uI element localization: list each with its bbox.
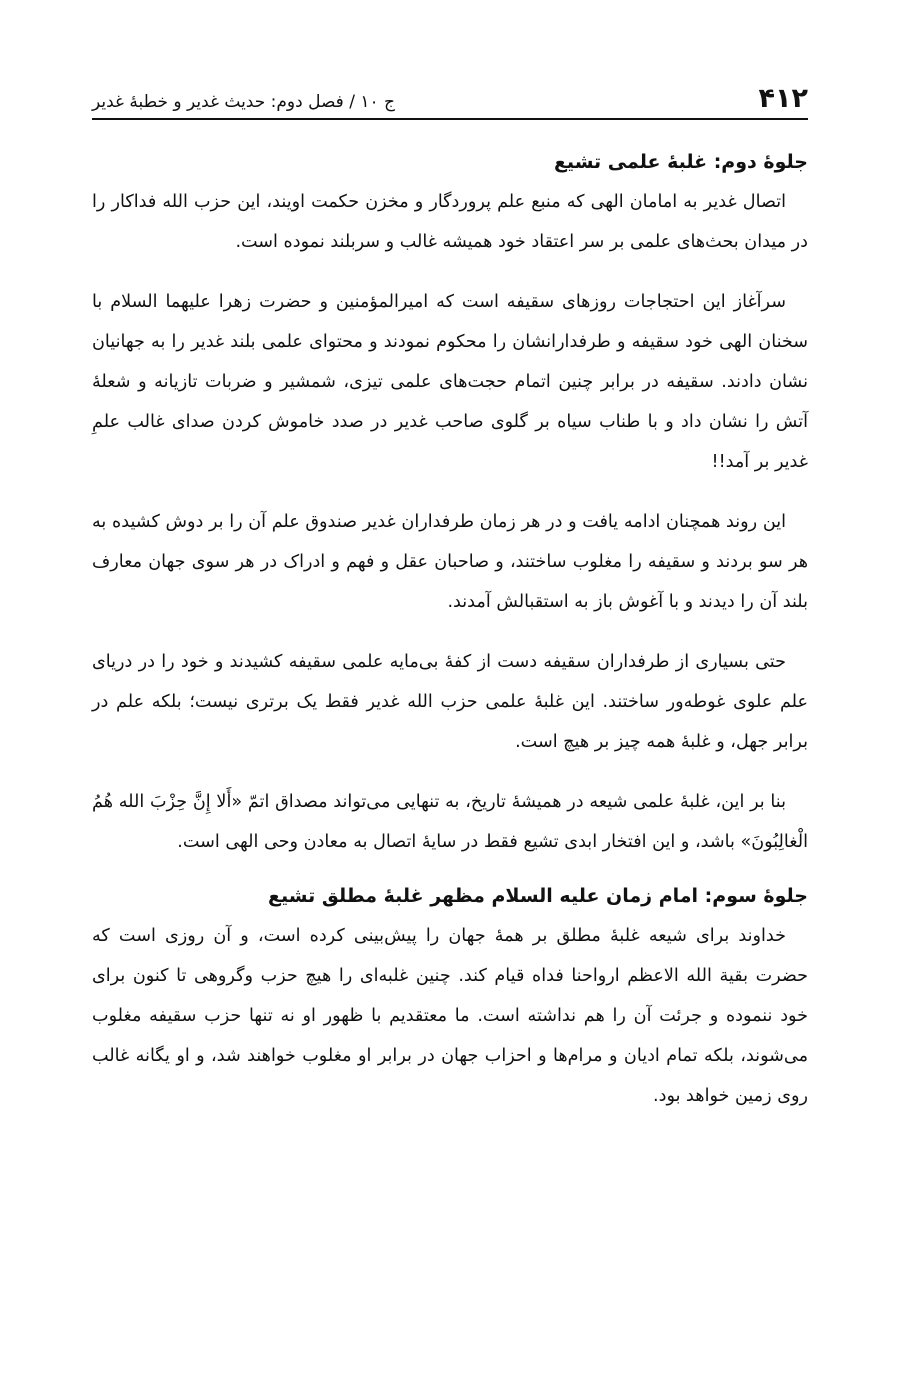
page-number: ۴۱۲ [758, 83, 808, 114]
book-page [92, 66, 808, 1116]
paragraph: حتی بسیاری از طرفداران سقیفه دست از کفهٔ بی‌مایه علمی سقیفه کشیدند و خود را در دریای علم علوی غوطه‌ور ساختند. این غلبهٔ علمی حزب الله غدیر فقط یک برتری نیست؛ بلکه علم در برابر جهل، و غلبهٔ همه چیز بر هیچ است. [92, 652, 808, 752]
paragraph: بنا بر این، غلبهٔ علمی شیعه در همیشهٔ تاریخ، به تنهایی می‌تواند مصداق اتمّ «أَلا إِنَّ حِزْبَ الله هُمُ الْغالِبُونَ» باشد، و این افتخار ابدی تشیع فقط در سایهٔ اتصال به معادن وحی الهی است. [92, 792, 808, 852]
page-header [92, 66, 808, 120]
running-head: ج ۱۰ / فصل دوم: حدیث غدیر و خطبهٔ غدیر [92, 91, 396, 112]
section-title-scientific-victory: جلوهٔ دوم: غلبهٔ علمی تشیع [553, 151, 808, 173]
section-title-imam-of-time: جلوهٔ سوم: امام زمان عليه السلام مظهر غلبهٔ مطلق تشیع [268, 885, 808, 907]
paragraph: خداوند برای شیعه غلبهٔ مطلق بر همهٔ جهان را پیش‌بینی کرده است، و آن روزی است که حضرت بقیة الله الاعظم ارواحنا فداه قیام کند. چنین غلبه‌ای را هیچ حزب وگروهی تا کنون برای خود ننموده و جرئت آن را هم نداشته است. ما معتقدیم با ظهور او نه تنها حزب سقیفه مغلوب می‌شوند، بلکه تمام ادیان و مرام‌ها و احزاب جهان در برابر او مغلوب خواهند شد، و او یگانه غالب روی زمین خواهد بود. [92, 926, 808, 1106]
paragraph: سرآغاز این احتجاجات روزهای سقیفه است که امیرالمؤمنین و حضرت زهرا علیهما السلام با سخنان الهی خود سقیفه و طرفدارانشان را محکوم نمودند و محتوای علمی بلند غدیر را به جهانیان نشان دادند. سقیفه در برابر چنین اتمام حجت‌های علمی تیزی، شمشیر و ضربات تازیانه و شعلهٔ آتش را نشان داد و با طناب سیاه بر گلوی صاحب غدیر در صدد خاموش کردن صدای غالب علمِ غدیر بر آمد!! [92, 292, 808, 472]
paragraph: این روند همچنان ادامه یافت و در هر زمان طرفداران غدیر صندوق علم آن را بر دوش کشیده به هر سو بردند و سقیفه را مغلوب ساختند، و صاحبان عقل و فهم و ادراک در هر سوی جهان معارف بلند آن را دیدند و با آغوش باز به استقبالش آمدند. [92, 512, 808, 612]
paragraph: اتصال غدیر به امامان الهی که منبع علم پروردگار و مخزن حکمت اویند، این حزب الله فداکار را در میدان بحث‌های علمی بر سر اعتقاد خود همیشه غالب و سربلند نموده است. [92, 192, 808, 252]
